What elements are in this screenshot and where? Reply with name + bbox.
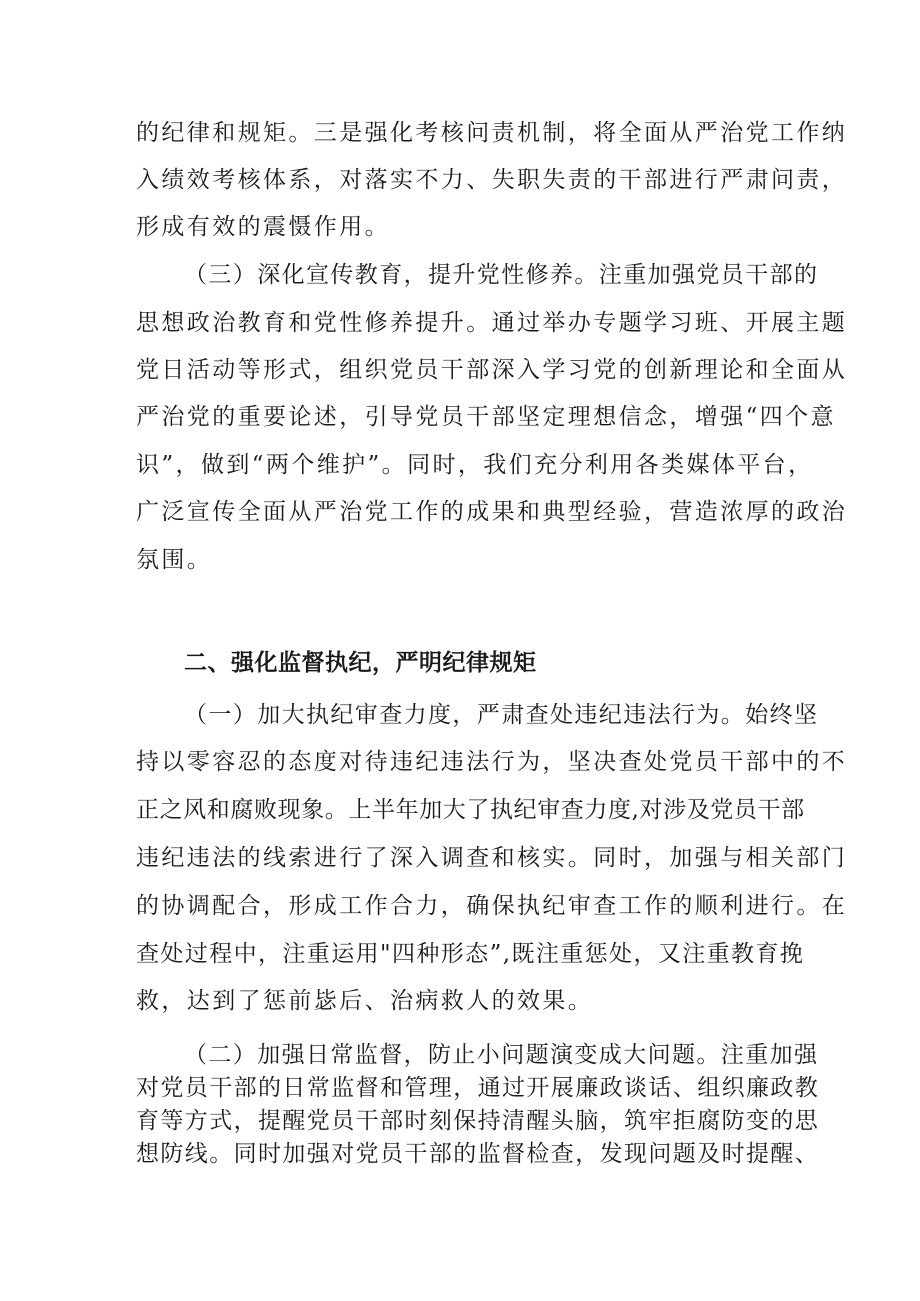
paragraph-line: （三）深化宣传教育，提升党性修养。注重加强党员干部的: [184, 262, 819, 288]
paragraph-line: 思想政治教育和党性修养提升。通过举办专题学习班、开展主题: [136, 310, 848, 336]
paragraph-line: 查处过程中，注重运用"四种形态”,既注重惩处，又注重教育挽: [136, 941, 805, 967]
paragraph-line: 广泛宣传全面从严治党工作的成果和典型经验，营造浓厚的政治: [136, 499, 848, 525]
paragraph-line: 的协调配合，形成工作合力，确保执纪审查工作的顺利进行。在: [136, 893, 848, 919]
section-heading: 二、强化监督执纪，严明纪律规矩: [184, 650, 537, 676]
paragraph-line: 形成有效的震慑作用。: [136, 214, 390, 240]
paragraph-line: 想防线。同时加强对党员干部的监督检查，发现问题及时提醒、: [136, 1141, 820, 1167]
paragraph-line: 严治党的重要论述，引导党员干部坚定理想信念，增强“四个意: [136, 404, 836, 430]
paragraph-line: 救，达到了惩前毖后、治病救人的效果。: [136, 988, 594, 1014]
paragraph-line: 违纪违法的线索进行了深入调查和核实。同时，加强与相关部门: [136, 845, 848, 871]
paragraph-line: （二）加强日常监督，防止小问题演变成大问题。注重加强: [184, 1042, 819, 1068]
paragraph-line: 党日活动等形式，组织党员干部深入学习党的创新理论和全面从: [136, 357, 848, 383]
paragraph-line: 育等方式，提醒党员干部时刻保持清醒头脑，筑牢拒腐防变的思: [136, 1108, 820, 1134]
paragraph-line: 氛围。: [136, 547, 213, 573]
paragraph-line: 入绩效考核体系，对落实不力、失职失责的干部进行严肃问责，: [136, 167, 848, 193]
paragraph-line: （一）加大执纪审查力度，严肃查处违纪违法行为。始终坚: [184, 702, 819, 728]
paragraph-line: 的纪律和规矩。三是强化考核问责机制，将全面从严治党工作纳: [136, 120, 848, 146]
paragraph-line: 正之风和腐败现象。上半年加大了执纪审查力度,对涉及党员干部: [136, 797, 805, 823]
paragraph-line: 对党员干部的日常监督和管理，通过开展廉政谈话、组织廉政教: [136, 1075, 820, 1101]
paragraph-line: 持以零容忍的态度对待违纪违法行为，坚决查处党员干部中的不: [136, 749, 848, 775]
paragraph-line: 识”，做到“两个维护”。同时，我们充分利用各类媒体平台，: [136, 452, 814, 478]
